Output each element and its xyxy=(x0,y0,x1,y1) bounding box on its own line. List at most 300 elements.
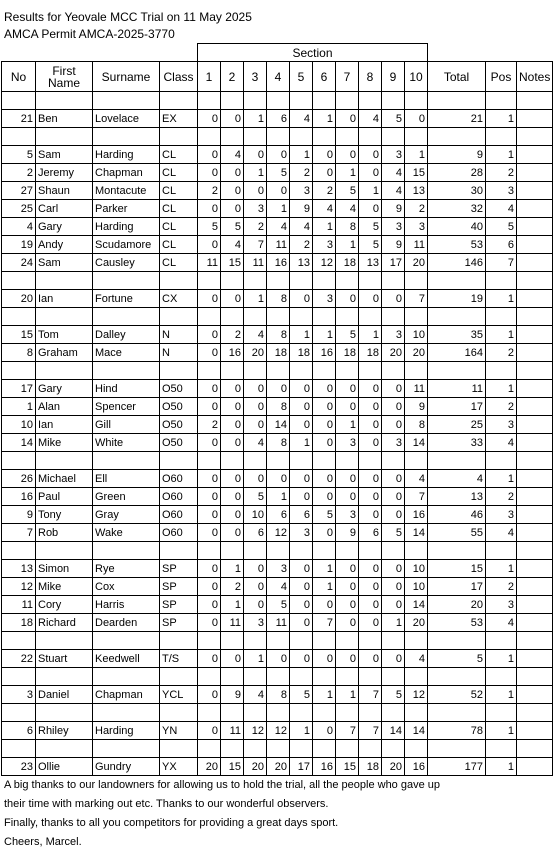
section-score-4: 0 xyxy=(267,470,290,488)
rider-total: 78 xyxy=(428,722,486,740)
section-score-3: 4 xyxy=(244,326,267,344)
blank-cell xyxy=(198,542,221,560)
blank-cell xyxy=(359,92,382,110)
rider-position: 1 xyxy=(486,722,517,740)
section-score-10: 14 xyxy=(405,434,428,452)
rider-notes xyxy=(517,578,553,596)
section-score-6: 0 xyxy=(313,722,336,740)
section-score-3: 0 xyxy=(244,560,267,578)
rider-total: 32 xyxy=(428,200,486,218)
blank-cell xyxy=(336,452,359,470)
rider-notes xyxy=(517,722,553,740)
section-score-3: 0 xyxy=(244,578,267,596)
blank-cell xyxy=(267,632,290,650)
section-score-1: 0 xyxy=(198,398,221,416)
blank-cell xyxy=(405,668,428,686)
col-header-no: No xyxy=(2,62,36,92)
blank-cell xyxy=(221,704,244,722)
section-score-10: 13 xyxy=(405,182,428,200)
blank-cell xyxy=(290,704,313,722)
rider-class: O60 xyxy=(160,506,198,524)
rider-class: O50 xyxy=(160,380,198,398)
blank-cell xyxy=(517,362,553,380)
section-score-4: 0 xyxy=(267,650,290,668)
section-score-3: 7 xyxy=(244,236,267,254)
blank-cell xyxy=(486,668,517,686)
rider-total: 21 xyxy=(428,110,486,128)
section-score-5: 9 xyxy=(290,200,313,218)
blank-cell xyxy=(2,92,36,110)
section-score-4: 5 xyxy=(267,596,290,614)
rider-class: SP xyxy=(160,596,198,614)
results-title: Results for Yeovale MCC Trial on 11 May 2025 xyxy=(4,10,252,24)
section-score-9: 3 xyxy=(382,434,405,452)
blank-cell xyxy=(486,740,517,758)
section-score-4: 12 xyxy=(267,722,290,740)
section-score-5: 6 xyxy=(290,506,313,524)
blank-cell xyxy=(517,740,553,758)
group-separator xyxy=(2,668,553,686)
section-score-1: 0 xyxy=(198,596,221,614)
rider-total: 33 xyxy=(428,434,486,452)
section-score-2: 0 xyxy=(221,290,244,308)
section-score-1: 0 xyxy=(198,164,221,182)
rider-total: 53 xyxy=(428,614,486,632)
rider-position: 4 xyxy=(486,434,517,452)
blank-cell xyxy=(428,128,486,146)
section-score-9: 0 xyxy=(382,650,405,668)
section-score-9: 5 xyxy=(382,110,405,128)
blank-cell xyxy=(517,128,553,146)
section-score-9: 20 xyxy=(382,344,405,362)
section-score-5: 1 xyxy=(290,146,313,164)
blank-cell xyxy=(160,632,198,650)
section-score-10: 3 xyxy=(405,218,428,236)
rider-position: 2 xyxy=(486,488,517,506)
table-row xyxy=(2,326,553,344)
blank-cell xyxy=(313,308,336,326)
blank-cell xyxy=(244,740,267,758)
blank-cell xyxy=(313,632,336,650)
rider-number: 10 xyxy=(2,416,36,434)
blank-cell xyxy=(486,542,517,560)
blank-cell xyxy=(36,128,93,146)
rider-surname: Chapman xyxy=(93,686,160,704)
rider-first-name: Simon xyxy=(36,560,93,578)
blank-cell xyxy=(93,542,160,560)
section-score-6: 0 xyxy=(313,380,336,398)
section-score-1: 0 xyxy=(198,146,221,164)
section-score-1: 0 xyxy=(198,722,221,740)
section-score-3: 20 xyxy=(244,758,267,776)
section-score-3: 1 xyxy=(244,164,267,182)
section-score-1: 20 xyxy=(198,758,221,776)
blank-cell xyxy=(244,704,267,722)
section-score-6: 0 xyxy=(313,470,336,488)
table-row xyxy=(2,110,553,128)
rider-first-name: Graham xyxy=(36,344,93,362)
blank-cell xyxy=(382,272,405,290)
rider-total: 52 xyxy=(428,686,486,704)
blank-cell xyxy=(221,740,244,758)
section-score-2: 0 xyxy=(221,164,244,182)
table-row xyxy=(2,560,553,578)
rider-class: CX xyxy=(160,290,198,308)
col-header-pos: Pos xyxy=(486,62,517,92)
rider-total: 20 xyxy=(428,596,486,614)
rider-position: 1 xyxy=(486,290,517,308)
section-score-10: 11 xyxy=(405,380,428,398)
table-row xyxy=(2,614,553,632)
section-score-7: 15 xyxy=(336,758,359,776)
section-header: Section xyxy=(198,44,428,62)
section-score-5: 5 xyxy=(290,686,313,704)
section-score-4: 4 xyxy=(267,218,290,236)
rider-number: 24 xyxy=(2,254,36,272)
rider-class: T/S xyxy=(160,650,198,668)
blank-cell xyxy=(428,362,486,380)
section-score-8: 0 xyxy=(359,200,382,218)
section-score-7: 1 xyxy=(336,164,359,182)
blank-cell xyxy=(198,452,221,470)
footer-line: A big thanks to our landowners for allowing us to hold the trial, all the people who gave up xyxy=(4,779,440,791)
blank-cell xyxy=(336,542,359,560)
section-score-9: 0 xyxy=(382,596,405,614)
blank-cell xyxy=(405,452,428,470)
blank-cell xyxy=(486,92,517,110)
rider-class: SP xyxy=(160,560,198,578)
section-score-8: 0 xyxy=(359,398,382,416)
section-score-2: 4 xyxy=(221,236,244,254)
section-score-1: 0 xyxy=(198,488,221,506)
blank-cell xyxy=(221,92,244,110)
section-score-6: 0 xyxy=(313,434,336,452)
section-score-7: 3 xyxy=(336,506,359,524)
blank-cell xyxy=(486,452,517,470)
table-row xyxy=(2,236,553,254)
section-score-3: 0 xyxy=(244,182,267,200)
col-header-section-9: 9 xyxy=(382,62,405,92)
section-score-8: 0 xyxy=(359,470,382,488)
section-score-10: 7 xyxy=(405,488,428,506)
section-score-7: 1 xyxy=(336,416,359,434)
blank-cell xyxy=(221,452,244,470)
section-score-6: 7 xyxy=(313,614,336,632)
group-separator xyxy=(2,542,553,560)
group-separator xyxy=(2,704,553,722)
blank-cell xyxy=(382,542,405,560)
section-score-5: 4 xyxy=(290,218,313,236)
rider-first-name: Cory xyxy=(36,596,93,614)
blank-cell xyxy=(198,92,221,110)
rider-position: 2 xyxy=(486,398,517,416)
blank-cell xyxy=(290,542,313,560)
rider-surname: Chapman xyxy=(93,164,160,182)
section-score-4: 5 xyxy=(267,164,290,182)
section-score-10: 9 xyxy=(405,398,428,416)
rider-class: O60 xyxy=(160,488,198,506)
blank-cell xyxy=(313,128,336,146)
blank-cell xyxy=(313,704,336,722)
blank-cell xyxy=(267,452,290,470)
blank-cell xyxy=(2,452,36,470)
rider-position: 1 xyxy=(486,686,517,704)
rider-number: 11 xyxy=(2,596,36,614)
section-score-7: 0 xyxy=(336,470,359,488)
section-score-5: 13 xyxy=(290,254,313,272)
blank-cell xyxy=(336,128,359,146)
footer-line: Finally, thanks to all you competitors for providing a great days sport. xyxy=(4,817,339,829)
section-score-3: 0 xyxy=(244,470,267,488)
blank-cell xyxy=(160,668,198,686)
rider-surname: Dalley xyxy=(93,326,160,344)
rider-number: 25 xyxy=(2,200,36,218)
section-score-1: 0 xyxy=(198,236,221,254)
section-score-4: 4 xyxy=(267,578,290,596)
section-score-7: 0 xyxy=(336,398,359,416)
section-score-2: 15 xyxy=(221,254,244,272)
rider-surname: Keedwell xyxy=(93,650,160,668)
rider-surname: Fortune xyxy=(93,290,160,308)
blank-cell xyxy=(382,668,405,686)
rider-total: 53 xyxy=(428,236,486,254)
blank-cell xyxy=(313,668,336,686)
col-header-section-3: 3 xyxy=(244,62,267,92)
blank-cell xyxy=(313,272,336,290)
rider-first-name: Daniel xyxy=(36,686,93,704)
section-score-2: 1 xyxy=(221,560,244,578)
section-score-4: 8 xyxy=(267,326,290,344)
rider-number: 20 xyxy=(2,290,36,308)
rider-total: 146 xyxy=(428,254,486,272)
blank-cell xyxy=(405,308,428,326)
section-score-10: 20 xyxy=(405,344,428,362)
section-score-8: 13 xyxy=(359,254,382,272)
section-score-9: 0 xyxy=(382,506,405,524)
rider-first-name: Gary xyxy=(36,218,93,236)
rider-notes xyxy=(517,650,553,668)
section-score-5: 0 xyxy=(290,416,313,434)
section-score-1: 0 xyxy=(198,686,221,704)
blank-cell xyxy=(160,92,198,110)
rider-notes xyxy=(517,200,553,218)
section-score-7: 0 xyxy=(336,596,359,614)
blank-cell xyxy=(160,704,198,722)
section-score-3: 0 xyxy=(244,398,267,416)
section-score-10: 11 xyxy=(405,236,428,254)
group-separator xyxy=(2,272,553,290)
section-score-3: 5 xyxy=(244,488,267,506)
section-score-2: 9 xyxy=(221,686,244,704)
blank-cell xyxy=(359,740,382,758)
section-score-2: 0 xyxy=(221,470,244,488)
blank-cell xyxy=(359,704,382,722)
section-score-2: 1 xyxy=(221,596,244,614)
rider-class: CL xyxy=(160,200,198,218)
section-score-10: 20 xyxy=(405,614,428,632)
blank-cell xyxy=(517,542,553,560)
blank-cell xyxy=(267,542,290,560)
rider-notes xyxy=(517,146,553,164)
section-score-2: 2 xyxy=(221,326,244,344)
rider-total: 55 xyxy=(428,524,486,542)
section-score-7: 1 xyxy=(336,686,359,704)
header-spacer xyxy=(2,44,198,62)
section-score-5: 2 xyxy=(290,236,313,254)
section-score-2: 0 xyxy=(221,110,244,128)
rider-first-name: Mike xyxy=(36,434,93,452)
blank-cell xyxy=(336,632,359,650)
blank-cell xyxy=(405,128,428,146)
section-score-9: 9 xyxy=(382,200,405,218)
rider-surname: Gundry xyxy=(93,758,160,776)
section-score-5: 1 xyxy=(290,722,313,740)
rider-notes xyxy=(517,236,553,254)
section-score-9: 20 xyxy=(382,758,405,776)
section-score-9: 3 xyxy=(382,146,405,164)
section-score-8: 0 xyxy=(359,146,382,164)
section-score-6: 3 xyxy=(313,290,336,308)
results-table xyxy=(1,43,553,776)
rider-surname: Cox xyxy=(93,578,160,596)
blank-cell xyxy=(486,632,517,650)
blank-cell xyxy=(93,128,160,146)
section-score-10: 8 xyxy=(405,416,428,434)
rider-number: 8 xyxy=(2,344,36,362)
section-score-4: 20 xyxy=(267,758,290,776)
section-score-7: 0 xyxy=(336,488,359,506)
rider-number: 27 xyxy=(2,182,36,200)
group-separator xyxy=(2,92,553,110)
blank-cell xyxy=(405,740,428,758)
rider-total: 177 xyxy=(428,758,486,776)
blank-cell xyxy=(486,272,517,290)
section-score-8: 18 xyxy=(359,344,382,362)
rider-total: 35 xyxy=(428,326,486,344)
section-score-4: 3 xyxy=(267,560,290,578)
rider-first-name: Alan xyxy=(36,398,93,416)
permit-line: AMCA Permit AMCA-2025-3770 xyxy=(4,27,175,41)
table-row xyxy=(2,434,553,452)
section-score-8: 4 xyxy=(359,110,382,128)
table-row xyxy=(2,596,553,614)
rider-number: 23 xyxy=(2,758,36,776)
blank-cell xyxy=(486,128,517,146)
col-header-section-10: 10 xyxy=(405,62,428,92)
section-score-3: 12 xyxy=(244,722,267,740)
rider-surname: Wake xyxy=(93,524,160,542)
table-row xyxy=(2,380,553,398)
section-score-10: 1 xyxy=(405,146,428,164)
blank-cell xyxy=(517,308,553,326)
rider-first-name: Andy xyxy=(36,236,93,254)
rider-number: 26 xyxy=(2,470,36,488)
section-score-9: 0 xyxy=(382,416,405,434)
section-score-8: 0 xyxy=(359,434,382,452)
section-score-4: 1 xyxy=(267,488,290,506)
section-score-10: 16 xyxy=(405,506,428,524)
section-score-5: 3 xyxy=(290,182,313,200)
section-score-10: 10 xyxy=(405,578,428,596)
section-score-8: 18 xyxy=(359,758,382,776)
rider-surname: Causley xyxy=(93,254,160,272)
rider-number: 16 xyxy=(2,488,36,506)
blank-cell xyxy=(428,740,486,758)
rider-notes xyxy=(517,560,553,578)
section-score-7: 18 xyxy=(336,254,359,272)
section-score-2: 16 xyxy=(221,344,244,362)
section-score-8: 0 xyxy=(359,416,382,434)
section-score-6: 0 xyxy=(313,398,336,416)
section-score-4: 8 xyxy=(267,398,290,416)
rider-position: 6 xyxy=(486,236,517,254)
blank-cell xyxy=(382,362,405,380)
blank-cell xyxy=(428,542,486,560)
blank-cell xyxy=(36,704,93,722)
section-score-3: 10 xyxy=(244,506,267,524)
section-score-1: 0 xyxy=(198,434,221,452)
blank-cell xyxy=(198,362,221,380)
section-score-3: 0 xyxy=(244,380,267,398)
group-separator xyxy=(2,308,553,326)
rider-surname: Ell xyxy=(93,470,160,488)
section-score-8: 6 xyxy=(359,524,382,542)
section-score-2: 0 xyxy=(221,434,244,452)
rider-first-name: Mike xyxy=(36,578,93,596)
section-score-6: 5 xyxy=(313,506,336,524)
blank-cell xyxy=(93,272,160,290)
rider-notes xyxy=(517,488,553,506)
section-score-6: 0 xyxy=(313,524,336,542)
section-score-6: 3 xyxy=(313,236,336,254)
section-score-1: 0 xyxy=(198,470,221,488)
col-header-section-7: 7 xyxy=(336,62,359,92)
section-score-6: 0 xyxy=(313,164,336,182)
blank-cell xyxy=(517,632,553,650)
rider-first-name: Tom xyxy=(36,326,93,344)
section-score-9: 3 xyxy=(382,218,405,236)
section-score-4: 6 xyxy=(267,110,290,128)
section-score-2: 0 xyxy=(221,524,244,542)
section-score-5: 0 xyxy=(290,650,313,668)
group-separator xyxy=(2,740,553,758)
blank-cell xyxy=(382,632,405,650)
blank-cell xyxy=(359,542,382,560)
section-score-5: 1 xyxy=(290,434,313,452)
blank-cell xyxy=(313,452,336,470)
section-score-9: 0 xyxy=(382,560,405,578)
section-score-6: 16 xyxy=(313,758,336,776)
rider-position: 3 xyxy=(486,506,517,524)
rider-position: 2 xyxy=(486,344,517,362)
rider-first-name: Gary xyxy=(36,380,93,398)
blank-cell xyxy=(36,542,93,560)
rider-class: CL xyxy=(160,146,198,164)
blank-cell xyxy=(517,452,553,470)
blank-cell xyxy=(428,632,486,650)
blank-cell xyxy=(267,272,290,290)
section-score-2: 15 xyxy=(221,758,244,776)
section-score-10: 15 xyxy=(405,164,428,182)
rider-surname: Green xyxy=(93,488,160,506)
section-score-7: 7 xyxy=(336,722,359,740)
rider-first-name: Sam xyxy=(36,254,93,272)
blank-cell xyxy=(267,308,290,326)
table-row xyxy=(2,722,553,740)
section-score-6: 1 xyxy=(313,218,336,236)
blank-cell xyxy=(36,92,93,110)
section-score-6: 0 xyxy=(313,146,336,164)
